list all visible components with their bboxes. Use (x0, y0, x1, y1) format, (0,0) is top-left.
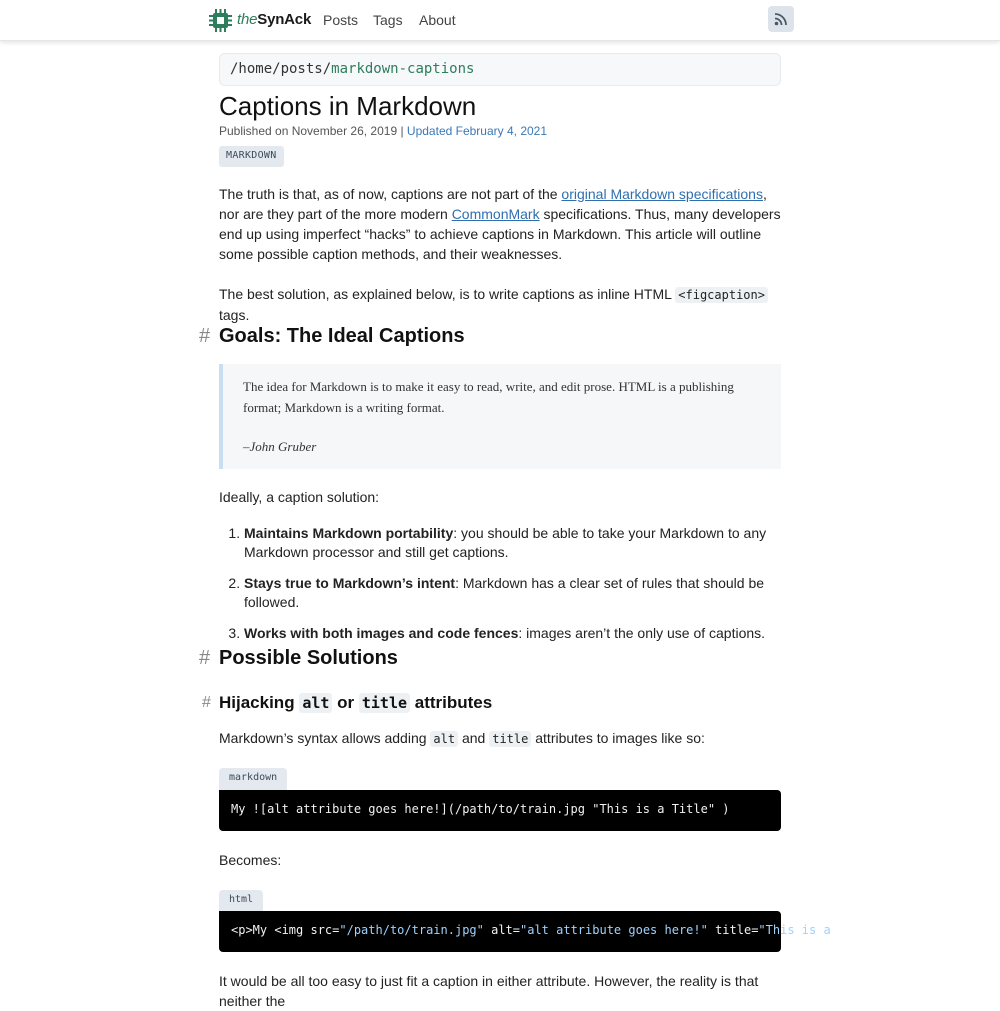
brand-name: SynAck (257, 11, 312, 28)
nav-tags[interactable]: Tags (373, 12, 403, 28)
site-brand[interactable] (237, 11, 311, 28)
list-item (244, 524, 784, 562)
list-item (244, 574, 784, 612)
list-item (244, 624, 784, 643)
figcaption-code: <figcaption> (675, 287, 768, 303)
best-solution-paragraph (219, 284, 781, 325)
list-item-text: : Markdown has a clear set of rules that should be followed. (244, 575, 765, 610)
html-code-block[interactable] (219, 911, 831, 952)
heading-text-1: Hijacking (219, 693, 300, 712)
intro-text-3: specifications. Thus, many developers end up using imperfect “hacks” to achieve captions in Markdown. This article will outline some possible caption methods, and their weaknesses. (219, 206, 781, 262)
becomes-paragraph: Becomes: (219, 852, 282, 868)
goals-heading: Goals: The Ideal Captions (219, 325, 465, 347)
markdown-code-block[interactable]: My ![alt attribute goes here!](/path/to/train.jpg "This is a Title" ) (219, 790, 781, 831)
code-text: title= (707, 923, 759, 937)
updated-date: Updated February 4, 2021 (406, 124, 548, 138)
breadcrumb (219, 53, 781, 86)
code-language-label: html (219, 890, 263, 912)
code-language-label: markdown (219, 768, 287, 790)
list-item-bold: Maintains Markdown portability (244, 525, 454, 541)
nav-posts[interactable]: Posts (323, 12, 359, 28)
circuit-logo-icon[interactable] (209, 9, 232, 32)
list-item-bold: Stays true to Markdown’s intent (244, 575, 456, 591)
commonmark-link[interactable]: CommonMark (451, 206, 540, 222)
breadcrumb-path[interactable]: /home/posts/ (230, 61, 332, 77)
title-code: title (489, 731, 531, 747)
anchor-hash-icon[interactable]: # (199, 647, 211, 669)
tag-badge[interactable]: MARKDOWN (219, 146, 284, 167)
best-text-2: tags. (219, 307, 250, 323)
brand-prefix: the (237, 11, 258, 28)
closing-paragraph: It would be all too easy to just fit a caption in either attribute. However, the reality is that neither the (219, 973, 759, 1009)
heading-text-2: or (332, 693, 359, 712)
syntax-paragraph (219, 728, 781, 749)
alt-code: alt (299, 693, 332, 713)
intro-text-1: The truth is that, as of now, captions are not part of the (219, 186, 562, 202)
nav-about[interactable]: About (419, 12, 456, 28)
list-item-bold: Works with both images and code fences (244, 625, 519, 641)
quote-citation: –John Gruber (243, 439, 317, 454)
list-item-text: : you should be able to take your Markdown to any Markdown processor and still get captions. (244, 525, 767, 560)
site-header (0, 0, 1000, 41)
best-text-1: The best solution, as explained below, is to write captions as inline HTML (219, 286, 676, 302)
page-title: Captions in Markdown (219, 91, 477, 121)
syntax-text-3: attributes to images like so: (531, 730, 705, 746)
anchor-hash-icon[interactable]: # (199, 325, 211, 347)
heading-text-3: attributes (410, 693, 493, 712)
breadcrumb-current: markdown-captions (331, 61, 475, 77)
code-text: <p>My <img src= (231, 923, 340, 937)
ideally-paragraph: Ideally, a caption solution: (219, 489, 380, 505)
rss-button[interactable] (768, 6, 794, 32)
intro-text-2: , nor are they part of the more modern (219, 186, 767, 222)
code-string: "/path/to/train.jpg" (339, 923, 484, 937)
blockquote (219, 364, 781, 469)
list-item-text: : images aren’t the only use of captions. (518, 625, 766, 641)
solutions-heading: Possible Solutions (219, 647, 398, 669)
syntax-text-2: and (458, 730, 490, 746)
code-string: "This is a (758, 923, 831, 937)
anchor-hash-icon[interactable]: # (202, 694, 211, 711)
goals-list (244, 524, 784, 655)
hijacking-heading (219, 693, 492, 713)
code-text: alt= (483, 923, 520, 937)
meta-separator: | (397, 124, 407, 138)
intro-paragraph (219, 184, 781, 264)
markdown-spec-link[interactable]: original Markdown specifications (561, 186, 763, 202)
title-code: title (359, 693, 410, 713)
code-string: "alt attribute goes here!" (520, 923, 708, 937)
quote-text: The idea for Markdown is to make it easy to read, write, and edit prose. HTML is a publishing format; Markdown is a writing format. (243, 379, 734, 415)
post-meta (219, 124, 547, 138)
published-date: Published on November 26, 2019 (219, 124, 398, 138)
rss-icon (774, 12, 788, 26)
syntax-text-1: Markdown’s syntax allows adding (219, 730, 431, 746)
alt-code: alt (430, 731, 458, 747)
